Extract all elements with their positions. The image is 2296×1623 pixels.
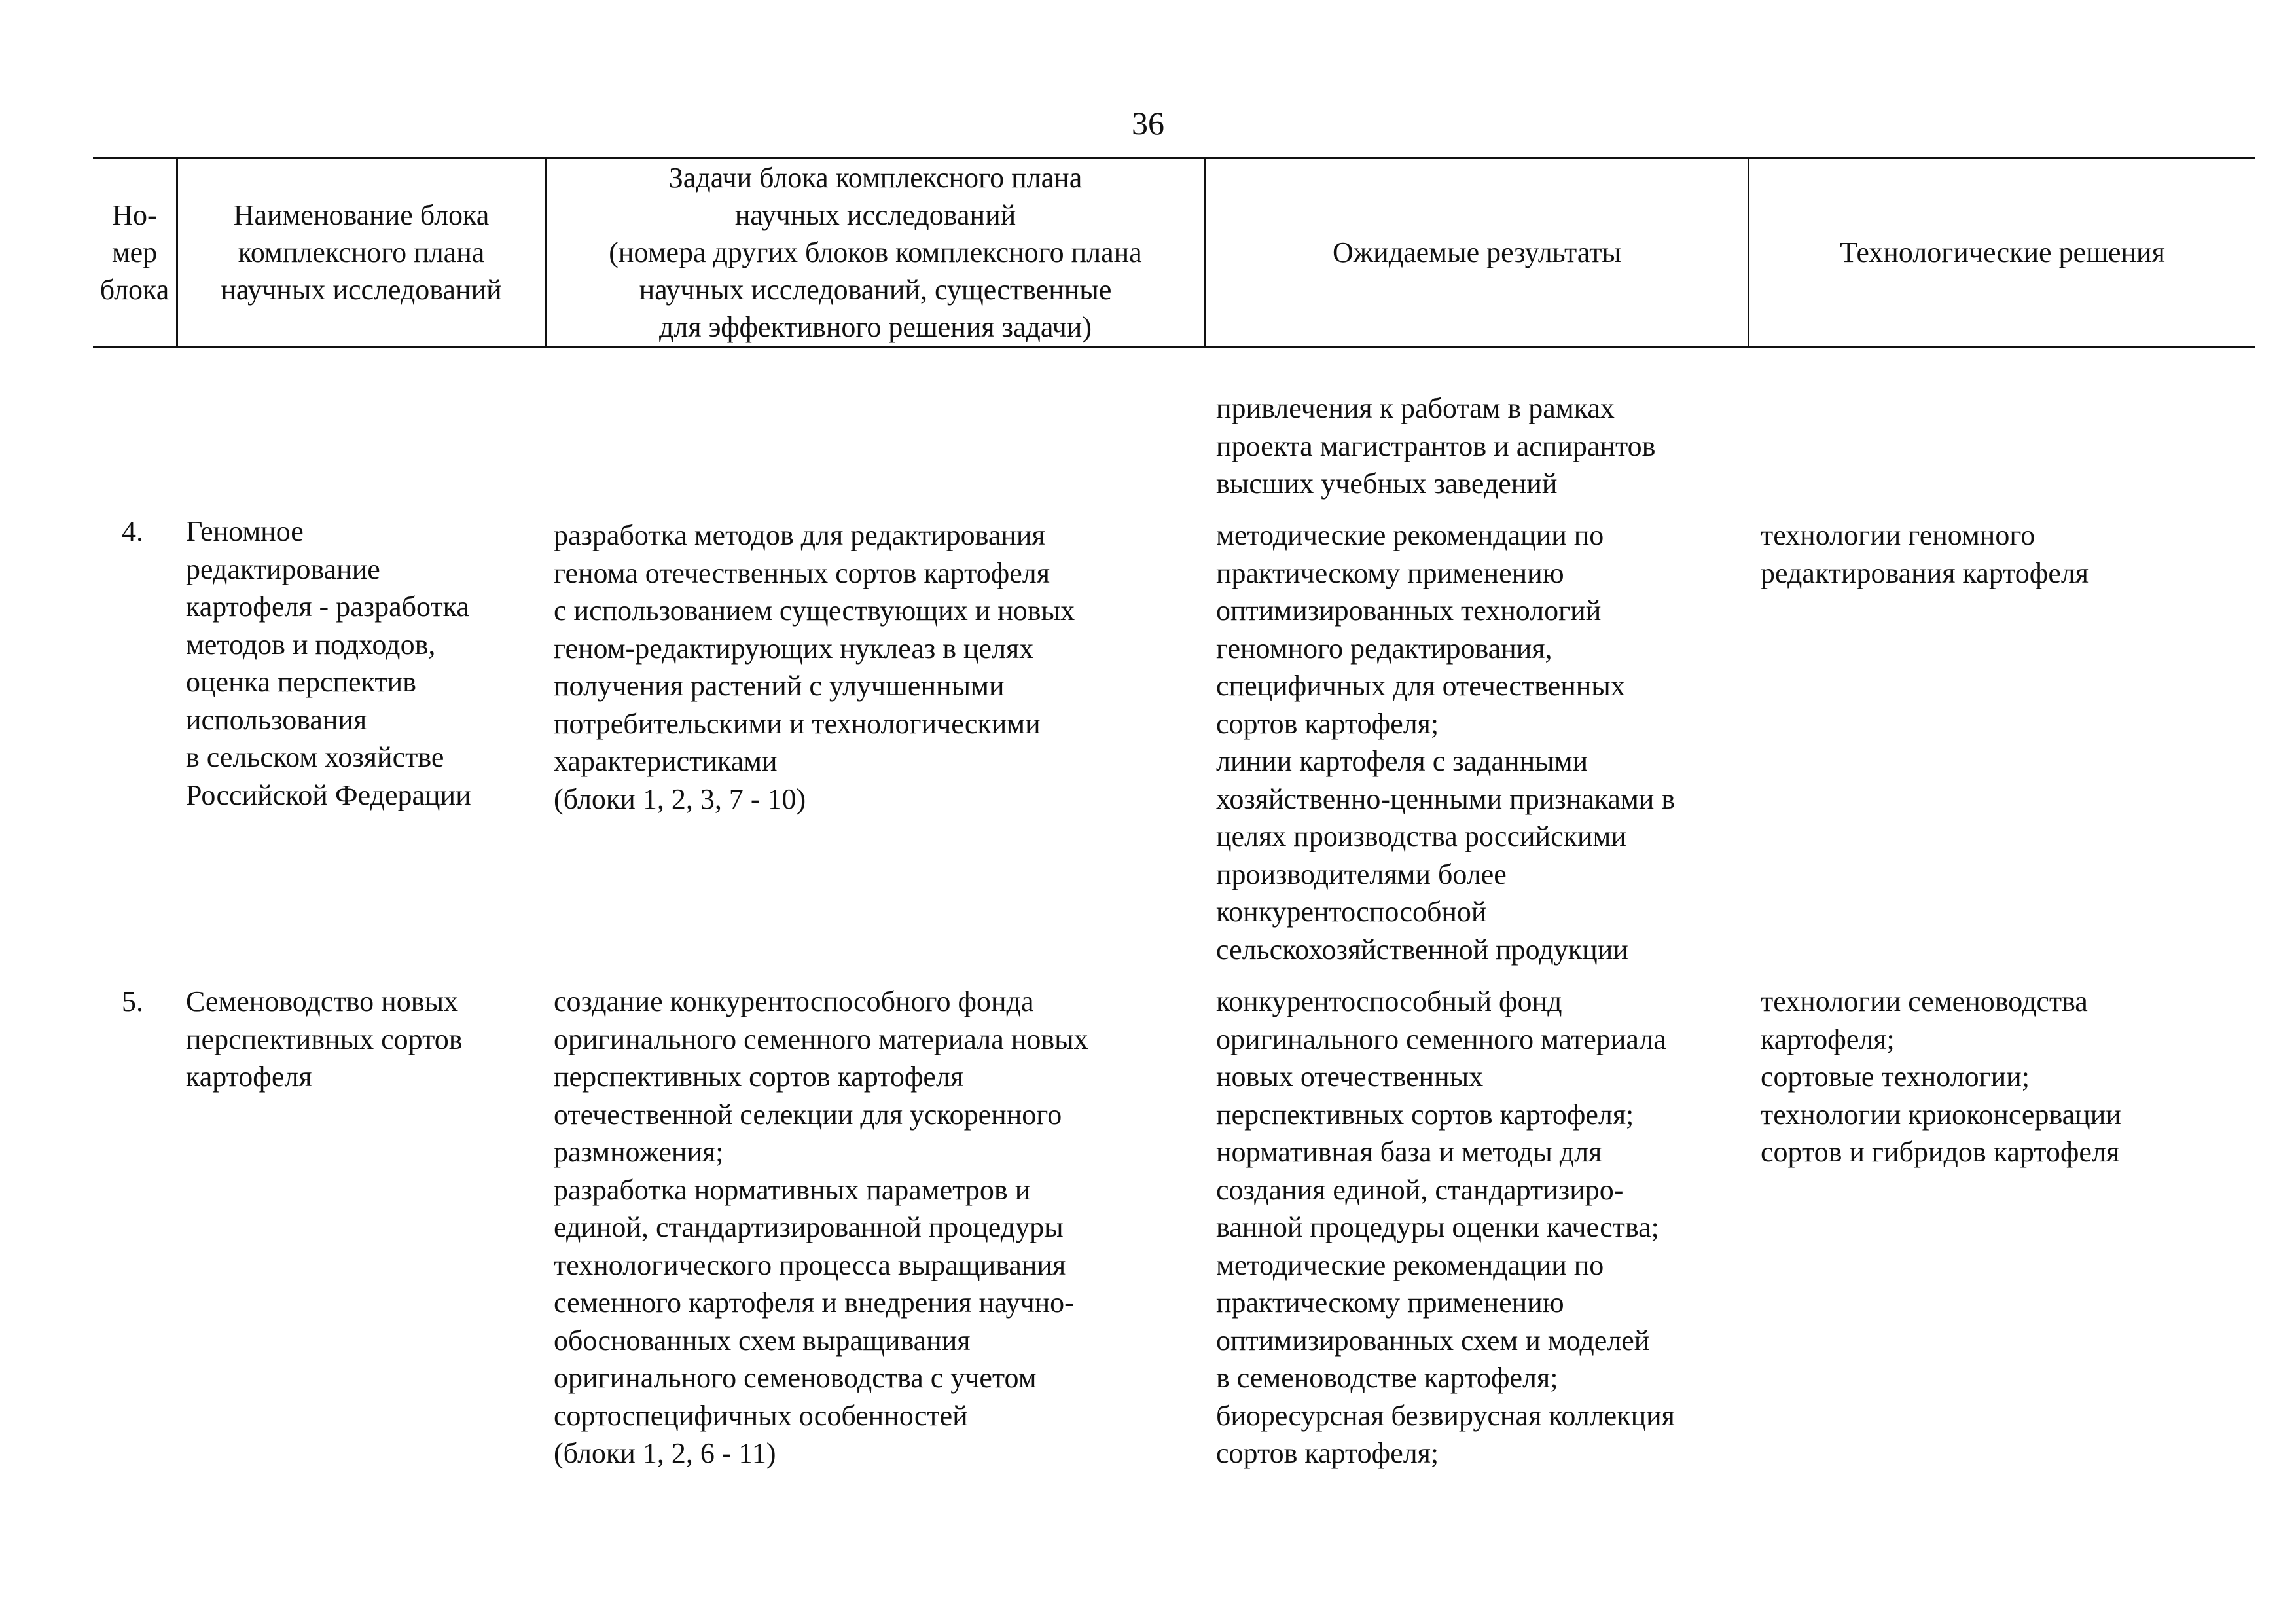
- row-block-number: 4.: [122, 515, 143, 547]
- row-expected-results: методические рекомендации по практическому применению оптимизированных технологий геномного редактирования, специфичных для отечественных сортов картофеля; линии картофеля с заданными хозяйственно-ценными признаками в целях производства российскими производителями более конкурентоспособной сельскохозяйственной продукции: [1216, 519, 1676, 966]
- row-block-name: Семеноводство новых перспективных сортов картофеля: [186, 985, 463, 1093]
- continuation-results-text: привлечения к работам в рамках проекта магистрантов и аспирантов высших учебных заведений: [1216, 392, 1656, 500]
- row-expected-results: конкурентоспособный фонд оригинального семенного материала новых отечественных перспективных сортов картофеля; нормативная база и методы для создания единой, стандартизиро- ванной процедуры оценки качества; методические рекомендации по практическому применению оптимизированных схем и моделей в семеноводстве картофеля; биоресурсная безвирусная коллекция сортов картофеля;: [1216, 985, 1675, 1469]
- row-tech-solutions: технологии семеноводства картофеля; сортовые технологии; технологии криоконсервации сортов и гибридов картофеля: [1761, 985, 2121, 1168]
- header-block-number: Но- мер блока: [99, 199, 170, 306]
- row-block-tasks: создание конкурентоспособного фонда оригинального семенного материала новых перспективных сортов картофеля отечественной селекции для ускоренного размножения; разработка нормативных параметров и единой, стандартизированной процедуры технологического процесса выращивания семенного картофеля и внедрения научно- обоснованных схем выращивания оригинального семеноводства с учетом сортоспецифичных особенностей (блоки 1, 2, 6 - 11): [554, 985, 1088, 1469]
- row-block-number: 5.: [122, 985, 143, 1017]
- row-block-tasks: разработка методов для редактирования генома отечественных сортов картофеля с использованием существующих и новых геном-редактирующих нуклеаз в целях получения растений с улучшенными потребительскими и технологическими характеристиками (блоки 1, 2, 3, 7 - 10): [554, 519, 1075, 815]
- header-expected-results: Ожидаемые результаты: [1333, 236, 1621, 268]
- header-tech-solutions: Технологические решения: [1840, 236, 2165, 268]
- header-bottom-rule: [93, 346, 2255, 348]
- page-number: 36: [1132, 105, 1164, 141]
- row-block-name: Геномное редактирование картофеля - разработка методов и подходов, оценка перспектив использования в сельском хозяйстве Российской Федерации: [186, 515, 471, 811]
- header-block-tasks: Задачи блока комплексного плана научных исследований (номера других блоков комплексного плана научных исследований, существенные для эффективного решения задачи): [609, 162, 1142, 343]
- row-tech-solutions: технологии геномного редактирования картофеля: [1761, 519, 2089, 589]
- header-block-name: Наименование блока комплексного плана научных исследований: [221, 199, 502, 306]
